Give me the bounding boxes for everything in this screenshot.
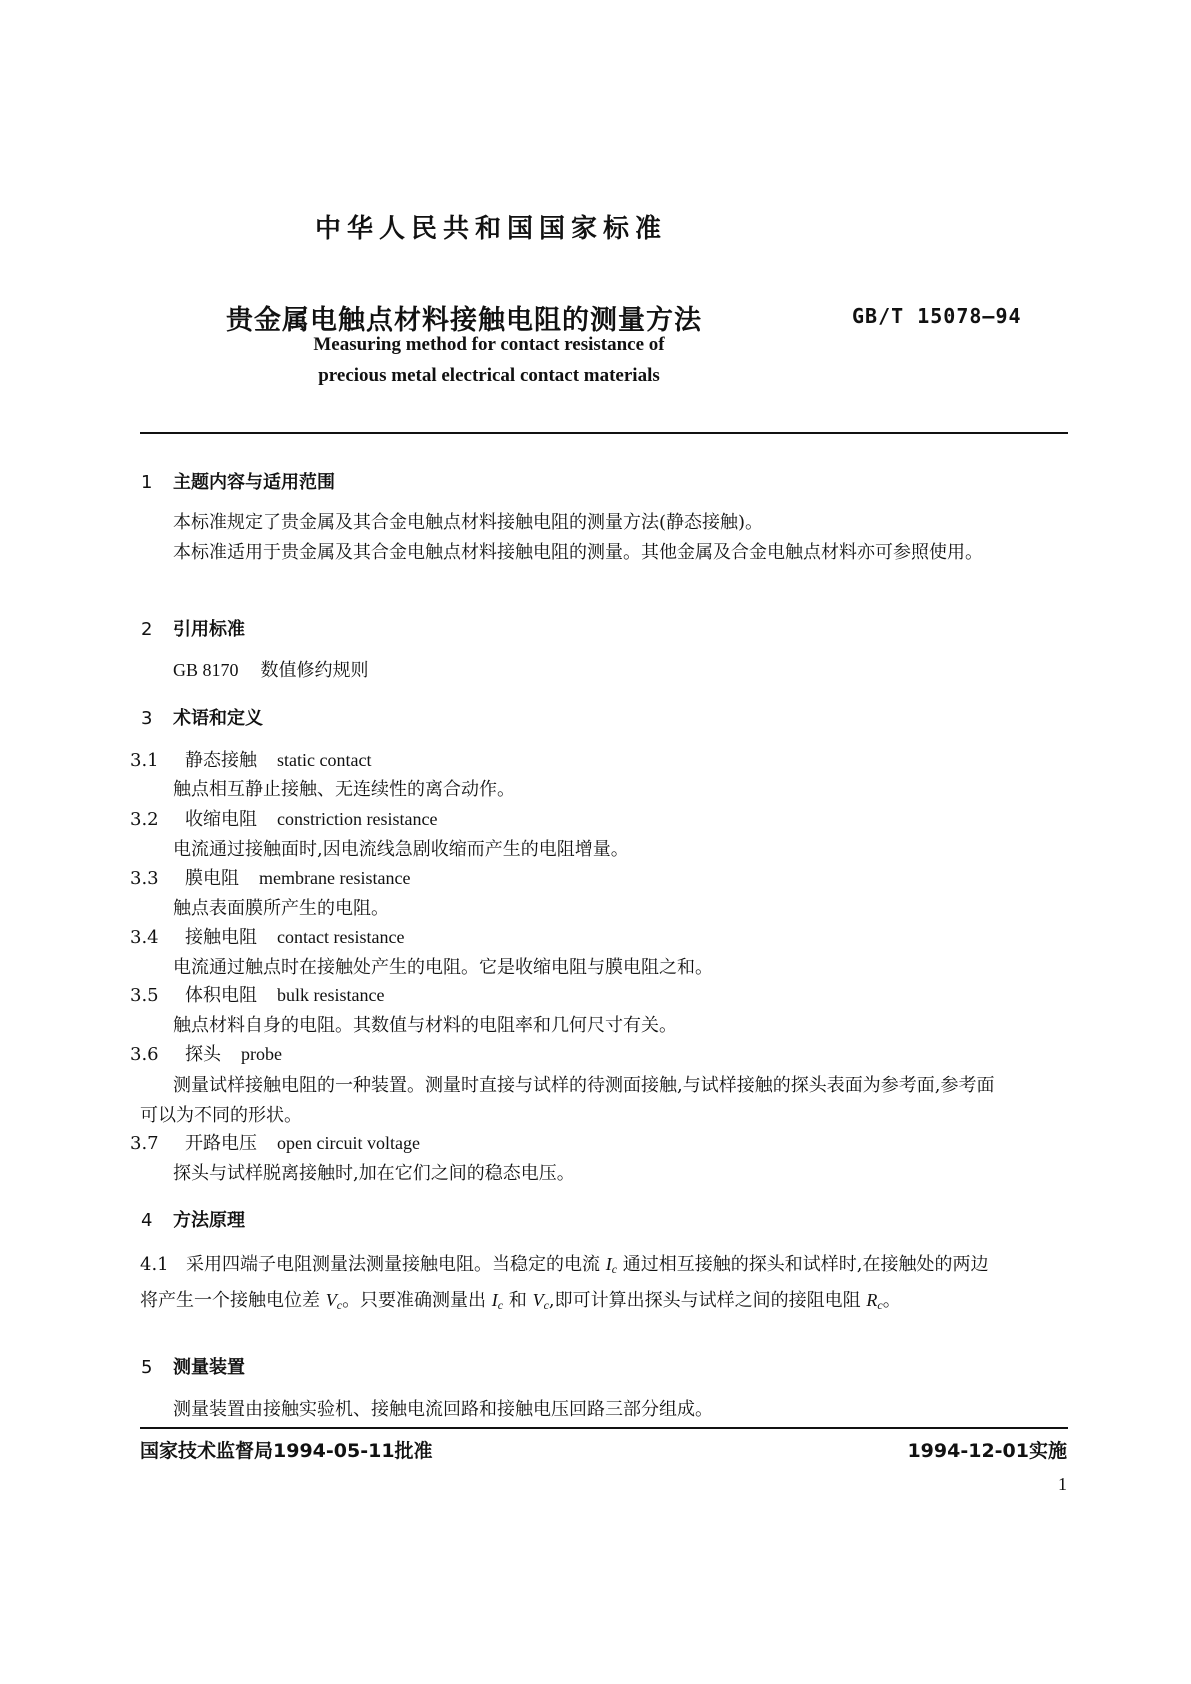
section-number: 3 — [141, 708, 153, 729]
subscript: c — [543, 1298, 549, 1312]
clause-text: 。 — [882, 1290, 901, 1311]
term-number: 3.1 — [130, 750, 159, 771]
term-number: 3.3 — [130, 868, 159, 889]
reference-standard — [173, 658, 369, 683]
section-5-heading — [141, 1353, 245, 1379]
symbol-voltage — [533, 1290, 549, 1310]
symbol-current — [606, 1254, 617, 1274]
symbol: R — [866, 1290, 878, 1310]
section-title: 引用标准 — [173, 619, 245, 640]
term-3-7 — [130, 1131, 420, 1156]
implementation-date: 1994-12-01实施 — [907, 1440, 1067, 1462]
term-3-6-definition: 测量试样接触电阻的一种装置。测量时直接与试样的待测面接触,与试样接触的探头表面为参考面,参考面可以为不同的形状。 — [140, 1075, 995, 1126]
footer-divider — [140, 1427, 1068, 1429]
section-number: 4 — [141, 1210, 153, 1231]
term-cn: 开路电压 — [185, 1133, 257, 1154]
clause-number: 4.1 — [140, 1254, 169, 1275]
term-3-4 — [130, 925, 404, 950]
term-en: membrane resistance — [259, 868, 411, 888]
subscript: c — [877, 1298, 883, 1312]
term-en: bulk resistance — [277, 985, 385, 1005]
section-1-para2: 本标准适用于贵金属及其合金电触点材料接触电阻的测量。其他金属及合金电触点材料亦可参照使用。 — [173, 542, 983, 563]
term-number: 3.2 — [130, 809, 159, 830]
page-number: 1 — [1058, 1474, 1067, 1494]
approval-date: 国家技术监督局1994-05-11批准 — [140, 1440, 433, 1462]
symbol-current — [492, 1290, 503, 1310]
clause-text: 。只要准确测量出 — [342, 1290, 487, 1311]
clause-text: ,即可计算出探头与试样之间的接阻电阻 — [548, 1290, 861, 1311]
subscript: c — [497, 1298, 504, 1312]
document-title-cn: 贵金属电触点材料接触电阻的测量方法 — [226, 305, 702, 336]
term-3-1 — [130, 748, 371, 773]
symbol-resistance — [866, 1290, 882, 1310]
subscript: c — [336, 1298, 343, 1312]
reference-title: 数值修约规则 — [260, 660, 369, 681]
term-3-3-definition: 触点表面膜所产生的电阻。 — [173, 898, 389, 919]
section-title: 测量装置 — [173, 1357, 245, 1378]
document-title-en-line2: precious metal electrical contact materials — [318, 365, 660, 386]
standard-code: GB/T 15078—94 — [852, 304, 1022, 328]
header-divider — [140, 432, 1068, 434]
section-1-para1: 本标准规定了贵金属及其合金电触点材料接触电阻的测量方法(静态接触)。 — [173, 512, 764, 533]
symbol: V — [532, 1290, 544, 1310]
subscript: c — [611, 1262, 618, 1276]
clause-4-1 — [140, 1249, 995, 1321]
clause-text: 通过相互接触的探头和试样时,在接触处的两边将产生一个接触电位差 — [140, 1254, 989, 1311]
term-en: probe — [241, 1044, 282, 1064]
symbol-voltage — [326, 1290, 342, 1310]
section-number: 1 — [141, 472, 153, 493]
section-4-heading — [141, 1206, 245, 1232]
term-number: 3.7 — [130, 1133, 159, 1154]
clause-text: 和 — [508, 1290, 527, 1311]
term-cn: 体积电阻 — [185, 985, 257, 1006]
section-title: 主题内容与适用范围 — [173, 472, 335, 493]
term-number: 3.6 — [130, 1044, 159, 1065]
term-en: open circuit voltage — [277, 1133, 420, 1153]
term-3-1-definition: 触点相互静止接触、无连续性的离合动作。 — [173, 779, 515, 800]
term-3-6 — [130, 1042, 282, 1067]
document-title-en-line1: Measuring method for contact resistance of — [313, 334, 665, 355]
section-5-para: 测量装置由接触实验机、接触电流回路和接触电压回路三部分组成。 — [173, 1399, 713, 1420]
national-standard-heading: 中华人民共和国国家标准 — [314, 214, 667, 244]
section-title: 术语和定义 — [173, 708, 263, 729]
section-2-heading — [141, 615, 245, 641]
term-number: 3.5 — [130, 985, 159, 1006]
term-cn: 接触电阻 — [185, 927, 257, 948]
term-3-5 — [130, 983, 384, 1008]
term-3-5-definition: 触点材料自身的电阻。其数值与材料的电阻率和几何尺寸有关。 — [173, 1015, 677, 1036]
clause-text: 采用四端子电阻测量法测量接触电阻。当稳定的电流 — [186, 1254, 600, 1275]
term-3-7-definition: 探头与试样脱离接触时,加在它们之间的稳态电压。 — [173, 1163, 575, 1184]
term-cn: 收缩电阻 — [185, 809, 257, 830]
term-cn: 探头 — [185, 1044, 221, 1065]
reference-code: GB 8170 — [173, 660, 239, 680]
symbol: V — [325, 1290, 337, 1310]
term-3-2 — [130, 807, 437, 832]
section-number: 2 — [141, 619, 153, 640]
term-3-3 — [130, 866, 410, 891]
term-en: contact resistance — [277, 927, 405, 947]
section-number: 5 — [141, 1357, 153, 1378]
term-3-4-definition: 电流通过触点时在接触处产生的电阻。它是收缩电阻与膜电阻之和。 — [173, 957, 713, 978]
term-cn: 膜电阻 — [185, 868, 239, 889]
section-1-heading — [141, 468, 335, 494]
section-title: 方法原理 — [173, 1210, 245, 1231]
symbol: I — [491, 1290, 498, 1310]
term-en: static contact — [277, 750, 372, 770]
term-en: constriction resistance — [277, 809, 438, 829]
term-cn: 静态接触 — [185, 750, 257, 771]
term-number: 3.4 — [130, 927, 159, 948]
symbol: I — [605, 1254, 612, 1274]
term-3-2-definition: 电流通过接触面时,因电流线急剧收缩而产生的电阻增量。 — [173, 839, 629, 860]
section-3-heading — [141, 704, 263, 730]
